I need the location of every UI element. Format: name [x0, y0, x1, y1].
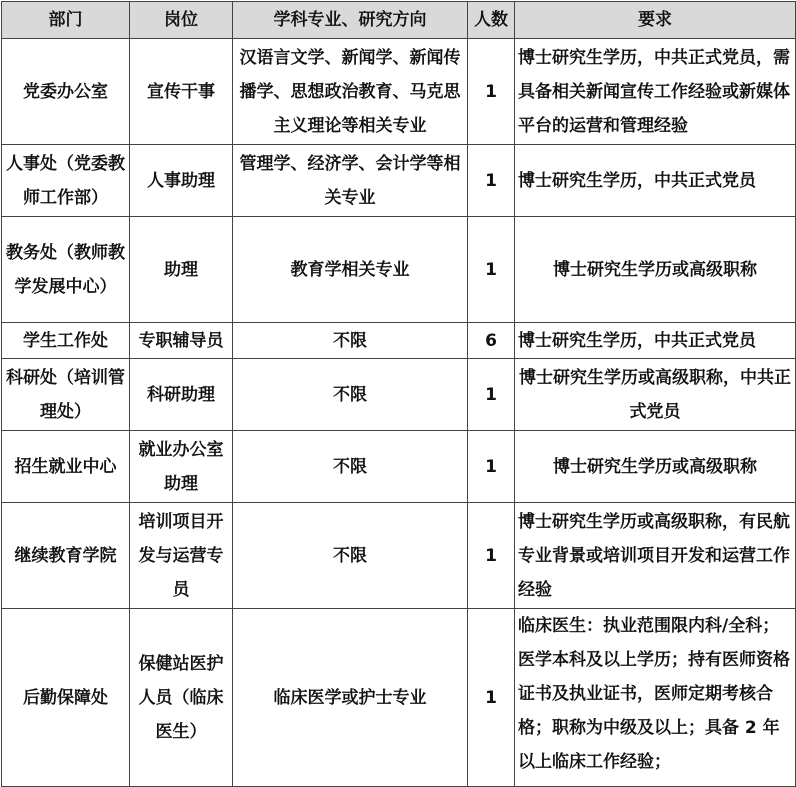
- table-body: [2, 39, 796, 787]
- cell-position: 保健站医护人员（临床医生）: [130, 609, 233, 787]
- table-header: [2, 2, 796, 39]
- cell-dept: 后勤保障处: [2, 609, 130, 787]
- cell-position: 助理: [130, 217, 233, 323]
- cell-dept: 党委办公室: [2, 39, 130, 145]
- cell-major: 管理学、经济学、会计学等相关专业: [233, 145, 468, 217]
- table-row: [2, 323, 796, 359]
- cell-position: 科研助理: [130, 359, 233, 431]
- cell-requirement: 博士研究生学历或高级职称: [515, 431, 796, 503]
- cell-position: 宣传干事: [130, 39, 233, 145]
- table-row: [2, 39, 796, 145]
- cell-requirement: 博士研究生学历或高级职称，中共正式党员: [515, 359, 796, 431]
- cell-count: 1: [468, 431, 515, 503]
- cell-count: 1: [468, 217, 515, 323]
- cell-requirement: 博士研究生学历或高级职称，有民航专业背景或培训项目开发和运营工作经验: [515, 503, 796, 609]
- header-major: 学科专业、研究方向: [233, 2, 468, 39]
- header-dept: 部门: [2, 2, 130, 39]
- header-position: 岗位: [130, 2, 233, 39]
- cell-count: 6: [468, 323, 515, 359]
- table-row: [2, 431, 796, 503]
- header-requirement: 要求: [515, 2, 796, 39]
- cell-major: 汉语言文学、新闻学、新闻传播学、思想政治教育、马克思主义理论等相关专业: [233, 39, 468, 145]
- table-row: [2, 359, 796, 431]
- table-row: [2, 503, 796, 609]
- cell-major: 不限: [233, 431, 468, 503]
- cell-requirement: 博士研究生学历或高级职称: [515, 217, 796, 323]
- cell-position: 就业办公室助理: [130, 431, 233, 503]
- cell-requirement: 博士研究生学历，中共正式党员: [515, 145, 796, 217]
- cell-dept: 招生就业中心: [2, 431, 130, 503]
- cell-count: 1: [468, 39, 515, 145]
- cell-requirement: 博士研究生学历，中共正式党员，需具备相关新闻宣传工作经验或新媒体平台的运营和管理经验: [515, 39, 796, 145]
- cell-major: 不限: [233, 503, 468, 609]
- cell-requirement: 博士研究生学历，中共正式党员: [515, 323, 796, 359]
- cell-dept: 教务处（教师教学发展中心）: [2, 217, 130, 323]
- cell-major: 不限: [233, 359, 468, 431]
- cell-dept: 人事处（党委教师工作部）: [2, 145, 130, 217]
- header-count: 人数: [468, 2, 515, 39]
- header-row: [2, 2, 796, 39]
- cell-position: 专职辅导员: [130, 323, 233, 359]
- cell-dept: 学生工作处: [2, 323, 130, 359]
- cell-requirement: 临床医生：执业范围限内科/全科；医学本科及以上学历；持有医师资格证书及执业证书，医师定期考核合格；职称为中级及以上；具备 2 年以上临床工作经验；: [515, 609, 796, 787]
- cell-count: 1: [468, 609, 515, 787]
- cell-dept: 科研处（培训管理处）: [2, 359, 130, 431]
- cell-count: 1: [468, 359, 515, 431]
- table-row: [2, 145, 796, 217]
- cell-major: 临床医学或护士专业: [233, 609, 468, 787]
- cell-count: 1: [468, 145, 515, 217]
- table-row: [2, 217, 796, 323]
- cell-dept: 继续教育学院: [2, 503, 130, 609]
- cell-count: 1: [468, 503, 515, 609]
- cell-major: 教育学相关专业: [233, 217, 468, 323]
- cell-position: 人事助理: [130, 145, 233, 217]
- recruitment-table: [1, 1, 796, 787]
- cell-position: 培训项目开发与运营专员: [130, 503, 233, 609]
- cell-major: 不限: [233, 323, 468, 359]
- table-row: [2, 609, 796, 787]
